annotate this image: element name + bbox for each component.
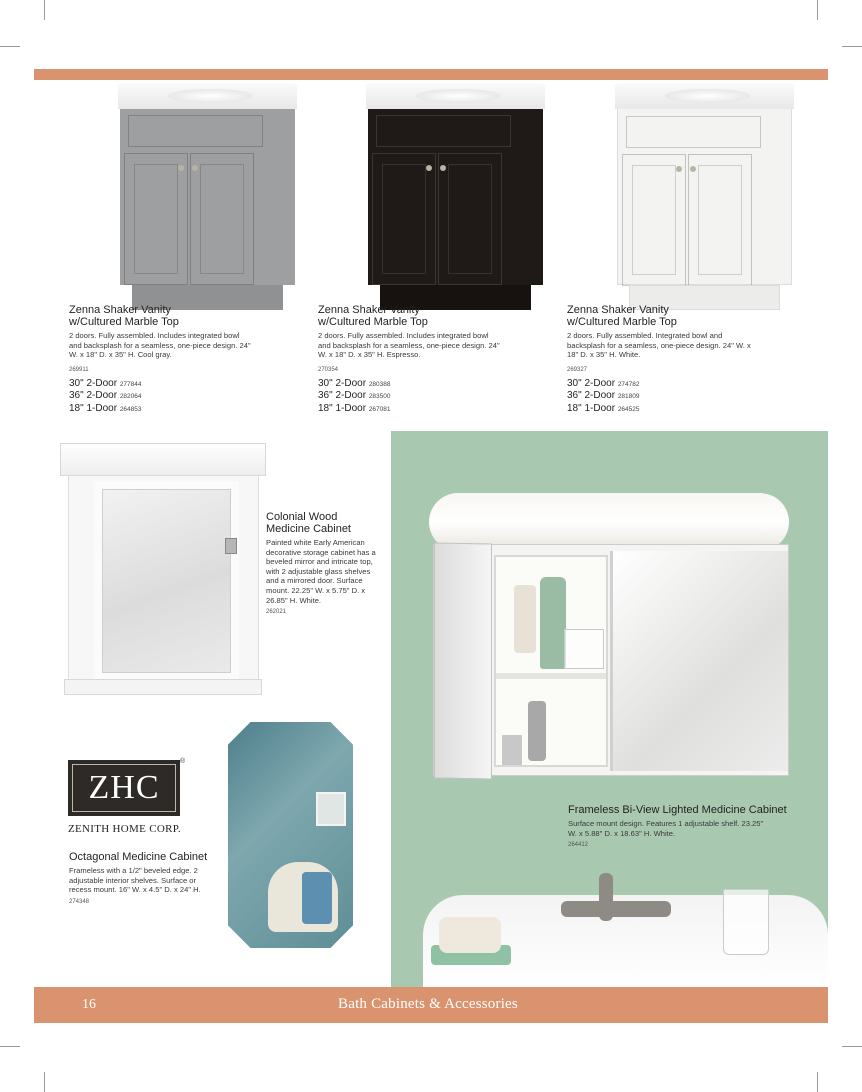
product-sku: 264412 bbox=[568, 842, 589, 849]
crop-mark bbox=[44, 1072, 45, 1092]
soap-bar bbox=[439, 917, 501, 953]
size-label: 18" 1-Door bbox=[318, 402, 367, 414]
product-title: w/Cultured Marble Top bbox=[69, 316, 179, 328]
vanity-image-white bbox=[617, 83, 792, 310]
crop-mark bbox=[0, 46, 20, 47]
vanity-light-bar bbox=[429, 493, 789, 551]
size-label: 36" 2-Door bbox=[69, 390, 118, 402]
product-title: Frameless Bi-View Lighted Medicine Cabinet bbox=[568, 804, 787, 816]
size-sku: 264853 bbox=[119, 405, 142, 413]
colonial-cabinet-image bbox=[60, 443, 266, 695]
octagonal-cabinet-image bbox=[228, 722, 353, 948]
product-sku: 270354 bbox=[318, 366, 339, 373]
product-sku: 269327 bbox=[567, 366, 588, 373]
product-sku: 274348 bbox=[69, 898, 90, 905]
vanity-product-espresso bbox=[318, 304, 518, 415]
size-option bbox=[567, 390, 767, 403]
product-title: Octagonal Medicine Cabinet bbox=[69, 851, 208, 863]
product-title: w/Cultured Marble Top bbox=[567, 316, 677, 328]
product-title: Colonial Wood bbox=[266, 511, 338, 523]
page-number: 16 bbox=[82, 997, 96, 1012]
colonial-product bbox=[266, 511, 384, 615]
crop-mark bbox=[44, 0, 45, 20]
size-list bbox=[69, 378, 269, 416]
section-title: Bath Cabinets & Accessories bbox=[338, 996, 518, 1012]
size-list bbox=[318, 378, 518, 416]
size-sku: 264525 bbox=[617, 405, 640, 413]
biview-cabinet bbox=[433, 544, 789, 776]
vanity-product-white bbox=[567, 304, 767, 415]
company-name: ZENITH HOME CORP. bbox=[68, 823, 181, 835]
product-title: Zenna Shaker Vanity bbox=[69, 304, 171, 316]
size-sku: 277844 bbox=[119, 380, 142, 388]
size-label: 30" 2-Door bbox=[318, 377, 367, 389]
vanity-image-gray bbox=[120, 83, 295, 310]
size-option bbox=[318, 390, 518, 403]
size-label: 18" 1-Door bbox=[69, 402, 118, 414]
product-sku: 269911 bbox=[69, 366, 89, 373]
size-sku: 274782 bbox=[617, 380, 640, 388]
product-title: Zenna Shaker Vanity bbox=[318, 304, 420, 316]
size-option bbox=[69, 403, 269, 416]
size-label: 30" 2-Door bbox=[69, 377, 118, 389]
size-sku: 283500 bbox=[368, 393, 391, 401]
size-option bbox=[318, 378, 518, 391]
size-option bbox=[318, 403, 518, 416]
size-label: 36" 2-Door bbox=[567, 390, 616, 402]
product-description: Frameless with a 1/2" beveled edge. 2 adjustable interior shelves. Surface or recess mount. 16" W. x 4.5" D. x 24" H. bbox=[69, 866, 201, 895]
size-label: 30" 2-Door bbox=[567, 377, 616, 389]
product-description: Surface mount design. Features 1 adjustable shelf. 23.25" W. x 5.88" D. x 18.63" H. White. bbox=[568, 819, 764, 838]
vanity-product-gray bbox=[69, 304, 269, 415]
product-title: w/Cultured Marble Top bbox=[318, 316, 428, 328]
size-option bbox=[567, 378, 767, 391]
product-description: Painted white Early American decorative storage cabinet has a beveled mirror and intricate top, with 2 adjustable glass shelves and a mirrored door. Surface mount. 22.25" W. x 5.75" D. x 26.85" H. White. bbox=[266, 538, 376, 605]
size-option bbox=[567, 403, 767, 416]
product-description: 2 doors. Fully assembled. Includes integrated bowl and backsplash for a seamless, one-piece design. 24" W. x 18" D. x 35" H. Espresso. bbox=[318, 331, 500, 360]
size-label: 18" 1-Door bbox=[567, 402, 616, 414]
size-label: 36" 2-Door bbox=[318, 390, 367, 402]
biview-product bbox=[568, 804, 808, 848]
size-sku: 280388 bbox=[368, 380, 391, 388]
top-accent-band bbox=[34, 69, 828, 80]
octagonal-product bbox=[69, 851, 219, 905]
biview-cabinet-photo bbox=[391, 431, 828, 987]
crop-mark bbox=[817, 0, 818, 20]
faucet-base bbox=[561, 901, 671, 917]
crop-mark bbox=[842, 1046, 862, 1047]
registered-mark: ® bbox=[180, 758, 186, 765]
size-list bbox=[567, 378, 767, 416]
product-sku: 262021 bbox=[266, 609, 287, 616]
tumbler bbox=[723, 889, 769, 955]
product-title: Medicine Cabinet bbox=[266, 523, 351, 535]
product-description: 2 doors. Fully assembled. Includes integrated bowl and backsplash for a seamless, one-piece design. 24" W. x 18" D. x 35" H. Cool gray. bbox=[69, 331, 251, 360]
size-option bbox=[69, 378, 269, 391]
crop-mark bbox=[817, 1072, 818, 1092]
product-title: Zenna Shaker Vanity bbox=[567, 304, 669, 316]
zhc-logo bbox=[68, 760, 180, 816]
crop-mark bbox=[842, 46, 862, 47]
vanity-image-espresso bbox=[368, 83, 543, 310]
size-option bbox=[69, 390, 269, 403]
crop-mark bbox=[0, 1046, 20, 1047]
product-description: 2 doors. Fully assembled. Integrated bowl and backsplash for a seamless, one-piece design. 24" W. x 18" D. x 35" H. White. bbox=[567, 331, 751, 360]
zhc-logo-letters: ZHC bbox=[88, 769, 160, 806]
size-sku: 281809 bbox=[617, 393, 640, 401]
size-sku: 282064 bbox=[119, 393, 142, 401]
size-sku: 267081 bbox=[368, 405, 391, 413]
